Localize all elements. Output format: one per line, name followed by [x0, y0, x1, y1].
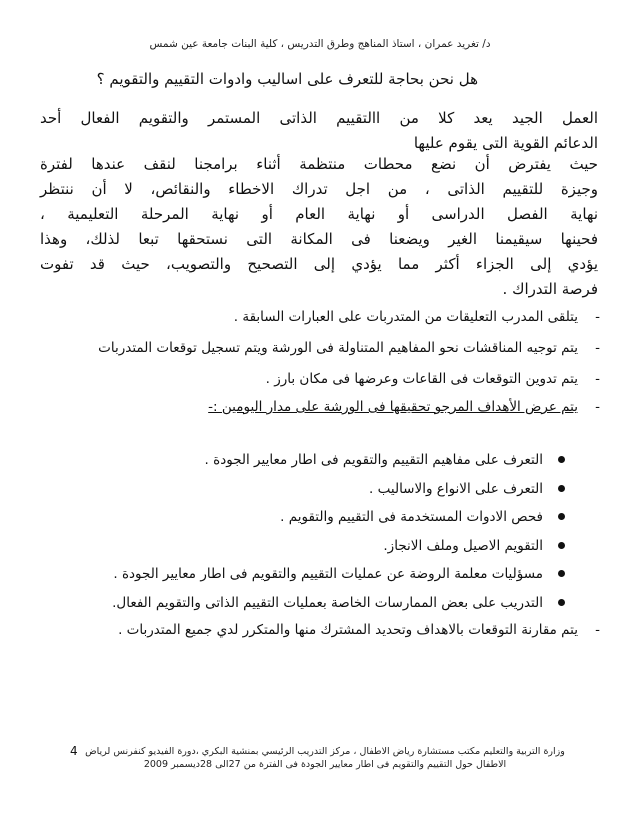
body-line: حيث يفترض أن نضع محطات منتظمة أثناء برامجنا لنقف عندها لفترة	[40, 155, 598, 173]
body-line: وجيزة للتقييم الذاتى ، من اجل تدراك الاخطاء والنقائص، لا أن ننتظر	[40, 180, 598, 198]
objective-item	[60, 560, 543, 589]
objective-item	[60, 503, 543, 532]
dash-marker: -	[595, 399, 600, 415]
objective-text: التعرف على مفاهيم التقييم والتقويم فى اطار معايير الجودة .	[204, 452, 543, 468]
body-line: فحينها سيقيمنا الغير ويضعنا فى المكانة التى نستحقها تبعا لذلك، وهذا	[40, 230, 598, 248]
objective-item	[60, 532, 543, 561]
list-item-text: يتم عرض الأهداف المرجو تحقيقها فى الورشة على مدار اليومين :-	[208, 399, 578, 415]
bullet-icon	[558, 513, 565, 520]
bullet-icon	[558, 542, 565, 549]
body-line: نهاية الفصل الدراسى أو نهاية العام أو نهاية المرحلة التعليمية ،	[40, 205, 598, 223]
objective-text: فحص الادوات المستخدمة فى التقييم والتقويم .	[280, 509, 543, 525]
list-item-text: يتلقى المدرب التعليقات من المتدربات على العبارات السابقة .	[233, 309, 578, 325]
objective-item	[60, 446, 543, 475]
intro-line: العمل الجيد يعد كلا من االتقييم الذاتى المستمر والتقويم الفعال أحد	[40, 109, 598, 127]
bullet-icon	[558, 570, 565, 577]
list-item	[60, 336, 600, 361]
objective-text: التدريب على بعض الممارسات الخاصة بعمليات التقييم الذاتى والتقويم الفعال.	[112, 594, 543, 611]
dash-list	[60, 305, 600, 420]
objectives-list	[60, 446, 543, 617]
section-question: هل نحن بحاجة للتعرف على اساليب وادوات التقييم والتقويم ؟	[96, 70, 478, 88]
dash-marker: -	[595, 622, 600, 638]
page-number: 4	[70, 744, 78, 758]
footer-line: الاطفال حول التقييم والتقويم فى اطار معايير الجودة فى الفترة من 27الى 28ديسمبر 2009	[143, 759, 507, 770]
list-item-text: يتم توجيه المناقشات نحو المفاهيم المتناولة فى الورشة ويتم تسجيل توقعات المتدربات	[98, 340, 578, 356]
dash-marker: -	[595, 340, 600, 356]
body-line: يؤدي إلى الجزاء أكثر مما يؤدي إلى التصحيح والتصويب، حيث قد تفوت	[40, 255, 598, 273]
objective-item	[60, 589, 543, 618]
list-item	[60, 367, 600, 392]
body-paragraph	[40, 152, 598, 302]
intro-paragraph	[40, 106, 598, 156]
page-header: د/ تغريد عمران ، استاذ المناهج وطرق التدريس ، كلية البنات جامعة عين شمس	[149, 38, 491, 50]
intro-line: الدعائم القوية التى يقوم عليها	[413, 134, 598, 152]
list-item-text: يتم مقارنة التوقعات بالاهداف وتحديد المشترك منها والمتكرر لدي جميع المتدربات .	[118, 622, 578, 638]
bullet-icon	[558, 456, 565, 463]
list-item	[60, 395, 600, 420]
dash-marker: -	[595, 371, 600, 387]
objective-item	[60, 475, 543, 504]
dash-marker: -	[595, 309, 600, 325]
list-item-text: يتم تدوين التوقعات فى القاعات وعرضها فى مكان بارز .	[265, 371, 578, 387]
page-footer	[75, 745, 575, 771]
bullet-icon	[558, 485, 565, 492]
footer-line: وزارة التربية والتعليم مكتب مستشارة رياض الاطفال ، مركز التدريب الرئيسي بمنشية البكري ،دورة الفيديو كنفرنس لرياض	[85, 746, 565, 757]
list-item	[60, 305, 600, 330]
list-item	[60, 618, 600, 643]
final-list	[60, 618, 600, 643]
objective-text: التعرف على الانواع والاساليب .	[369, 480, 543, 497]
body-line: فرصة التدراك .	[502, 280, 598, 298]
objective-text: مسؤليات معلمة الروضة عن عمليات التقييم والتقويم فى اطار معايير الجودة .	[113, 566, 543, 582]
objective-text: التقويم الاصيل وملف الانجاز.	[383, 537, 543, 554]
bullet-icon	[558, 599, 565, 606]
